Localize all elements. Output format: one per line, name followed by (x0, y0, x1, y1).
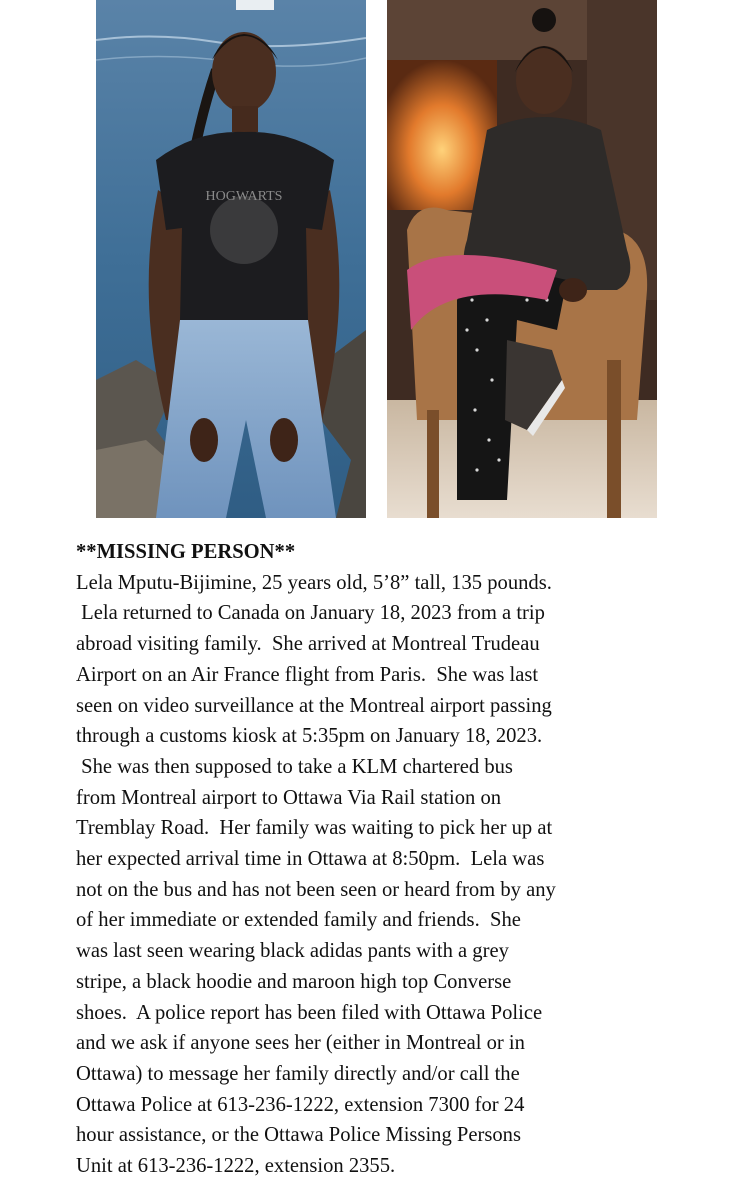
notice-line: through a customs kiosk at 5:35pm on January 18, 2023. (76, 725, 543, 748)
notice-line: and we ask if anyone sees her (either in Montreal or in (76, 1032, 525, 1055)
notice-line: shoes. A police report has been filed with Ottawa Police (76, 1001, 543, 1024)
notice-line: Lela returned to Canada on January 18, 2023 from a trip (76, 602, 545, 625)
shirt-text: HOGWARTS (205, 189, 283, 204)
missing-person-notice (76, 537, 716, 1182)
notice-line: Lela Mputu-Bijimine, 25 years old, 5’8” tall, 135 pounds. (76, 571, 552, 594)
notice-line: Tremblay Road. Her family was waiting to pick her up at (76, 817, 553, 840)
notice-line: She was then supposed to take a KLM chartered bus (76, 755, 513, 778)
notice-line: from Montreal airport to Ottawa Via Rail station on (76, 786, 502, 809)
photo-person-by-sea (96, 0, 366, 518)
notice-line: not on the bus and has not been seen or heard from by any (76, 878, 556, 901)
hogwarts-crest-graphic (210, 196, 278, 264)
notice-line: hour assistance, or the Ottawa Police Missing Persons (76, 1124, 521, 1147)
notice-line: Unit at 613-236-1222, extension 2355. (76, 1155, 396, 1178)
notice-line: abroad visiting family. She arrived at Montreal Trudeau (76, 633, 540, 656)
notice-line: Ottawa) to message her family directly and/or call the (76, 1062, 520, 1085)
notice-line: of her immediate or extended family and friends. She (76, 909, 521, 932)
sea-portrait-illustration (96, 0, 366, 518)
notice-line: Airport on an Air France flight from Paris. She was last (76, 663, 539, 686)
notice-line: stripe, a black hoodie and maroon high top Converse (76, 970, 512, 993)
lounge-portrait-illustration (387, 0, 657, 518)
notice-line: seen on video surveillance at the Montreal airport passing (76, 694, 552, 717)
photo-person-in-chair (387, 0, 657, 518)
notice-line: her expected arrival time in Ottawa at 8:50pm. Lela was (76, 848, 545, 871)
boat (236, 0, 274, 10)
notice-line: was last seen wearing black adidas pants with a grey (76, 940, 509, 963)
notice-headline: **MISSING PERSON** (76, 541, 296, 563)
notice-line: Ottawa Police at 613-236-1222, extension 7300 for 24 (76, 1093, 525, 1116)
